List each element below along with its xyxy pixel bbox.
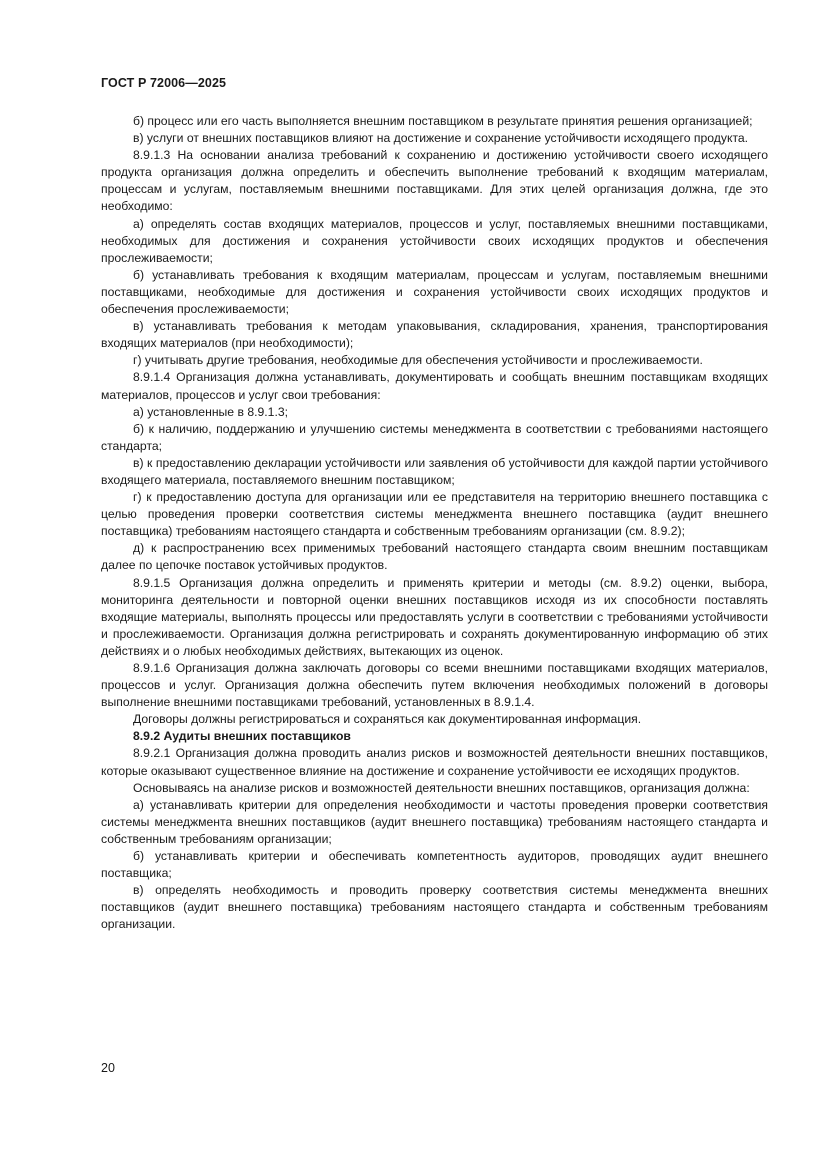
paragraph: а) установленные в 8.9.1.3; — [133, 404, 288, 419]
page-number: 20 — [101, 1061, 115, 1075]
paragraph: 8.9.1.5 Организация должна определить и применять критерии и методы (см. 8.9.2) оценки, выбора, мониторинга деятельности и повторной оценки внешних поставщиков исходя из их способности поставлять входящие материалы, выполнять процессы или предоставлять услуги в соответствии с требованиями устойчивости и прослеживаемости. Организация должна регистрировать и сохранять документированную информацию об этих действиях и о любых необходимых действиях, вытекающих из оценок. — [101, 575, 768, 658]
paragraph: а) определять состав входящих материалов, процессов и услуг, поставляемых внешними поставщиками, необходимых для достижения и сохранения устойчивости своих исходящих продуктов и обеспечения прослеживаемости; — [101, 216, 768, 265]
paragraph: в) услуги от внешних поставщиков влияют на достижение и сохранение устойчивости исходящего продукта. — [133, 131, 749, 146]
paragraph: б) устанавливать критерии и обеспечивать компетентность аудиторов, проводящих аудит внешнего поставщика; — [101, 849, 768, 881]
paragraph: в) устанавливать требования к методам упаковывания, складирования, хранения, транспортирования входящих материалов (при необходимости); — [101, 319, 768, 351]
paragraph: г) к предоставлению доступа для организации или ее представителя на территорию внешнего поставщика с целью проведения проверки соответствия системы менеджмента внешнего поставщика (аудит внешнего поставщика) требованиям настоящего стандарта и собственным требованиям организации (см. 8.9.2); — [101, 490, 768, 539]
paragraph: 8.9.1.3 На основании анализа требований к сохранению и достижению устойчивости своего исходящего продукта организация должна определить и обеспечить выполнение требований к входящим материалам, процессам и услугам, поставляемым внешними поставщиками. Для этих целей организация должна, где это необходимо: — [101, 148, 768, 214]
paragraph: б) к наличию, поддержанию и улучшению системы менеджмента в соответствии с требованиями настоящего стандарта; — [101, 421, 768, 453]
paragraph: в) определять необходимость и проводить проверку соответствия системы менеджмента внешних поставщиков (аудит внешнего поставщика) требованиям настоящего стандарта и собственным требованиям организации. — [101, 883, 768, 932]
paragraph: Основываясь на анализе рисков и возможностей деятельности внешних поставщиков, организация должна: — [133, 780, 750, 795]
paragraph: б) устанавливать требования к входящим материалам, процессам и услугам, поставляемым внешними поставщиками, необходимые для достижения и сохранения устойчивости своих исходящих продуктов и обеспечения прослеживаемости; — [101, 267, 768, 317]
paragraph: 8.9.1.6 Организация должна заключать договоры со всеми внешними поставщиками входящих материалов, процессов и услуг. Организация должна обеспечить путем включения необходимых положений в договоры выполнение внешними поставщиками требований, установленных в 8.9.1.4. — [101, 661, 768, 710]
paragraph: а) устанавливать критерии для определения необходимости и частоты проведения проверки соответствия системы менеджмента внешних поставщиков (аудит внешнего поставщика) требованиям настоящего стандарта и собственным требованиям организации; — [101, 797, 768, 846]
section-heading: 8.9.2 Аудиты внешних поставщиков — [133, 729, 351, 744]
paragraph: Договоры должны регистрироваться и сохраняться как документированная информация. — [133, 712, 642, 727]
paragraph: 8.9.2.1 Организация должна проводить анализ рисков и возможностей деятельности внешних поставщиков, которые оказывают существенное влияние на достижение и сохранение устойчивости ее исходящих продуктов. — [101, 746, 768, 778]
paragraph: 8.9.1.4 Организация должна устанавливать, документировать и сообщать внешним поставщикам входящих материалов, процессов и услуг свои требования: — [101, 370, 768, 402]
paragraph: в) к предоставлению декларации устойчивости или заявления об устойчивости для каждой партии устойчивого входящего материала, поставляемого внешним поставщиком; — [101, 455, 768, 487]
document-body — [101, 113, 768, 934]
paragraph: б) процесс или его часть выполняется внешним поставщиком в результате принятия решения организацией; — [133, 114, 753, 128]
paragraph: д) к распространению всех применимых требований настоящего стандарта своим внешним поставщикам далее по цепочке поставок устойчивых продуктов. — [101, 541, 768, 573]
document-header: ГОСТ Р 72006—2025 — [101, 76, 227, 90]
paragraph: г) учитывать другие требования, необходимые для обеспечения устойчивости и прослеживаемости. — [133, 353, 703, 368]
